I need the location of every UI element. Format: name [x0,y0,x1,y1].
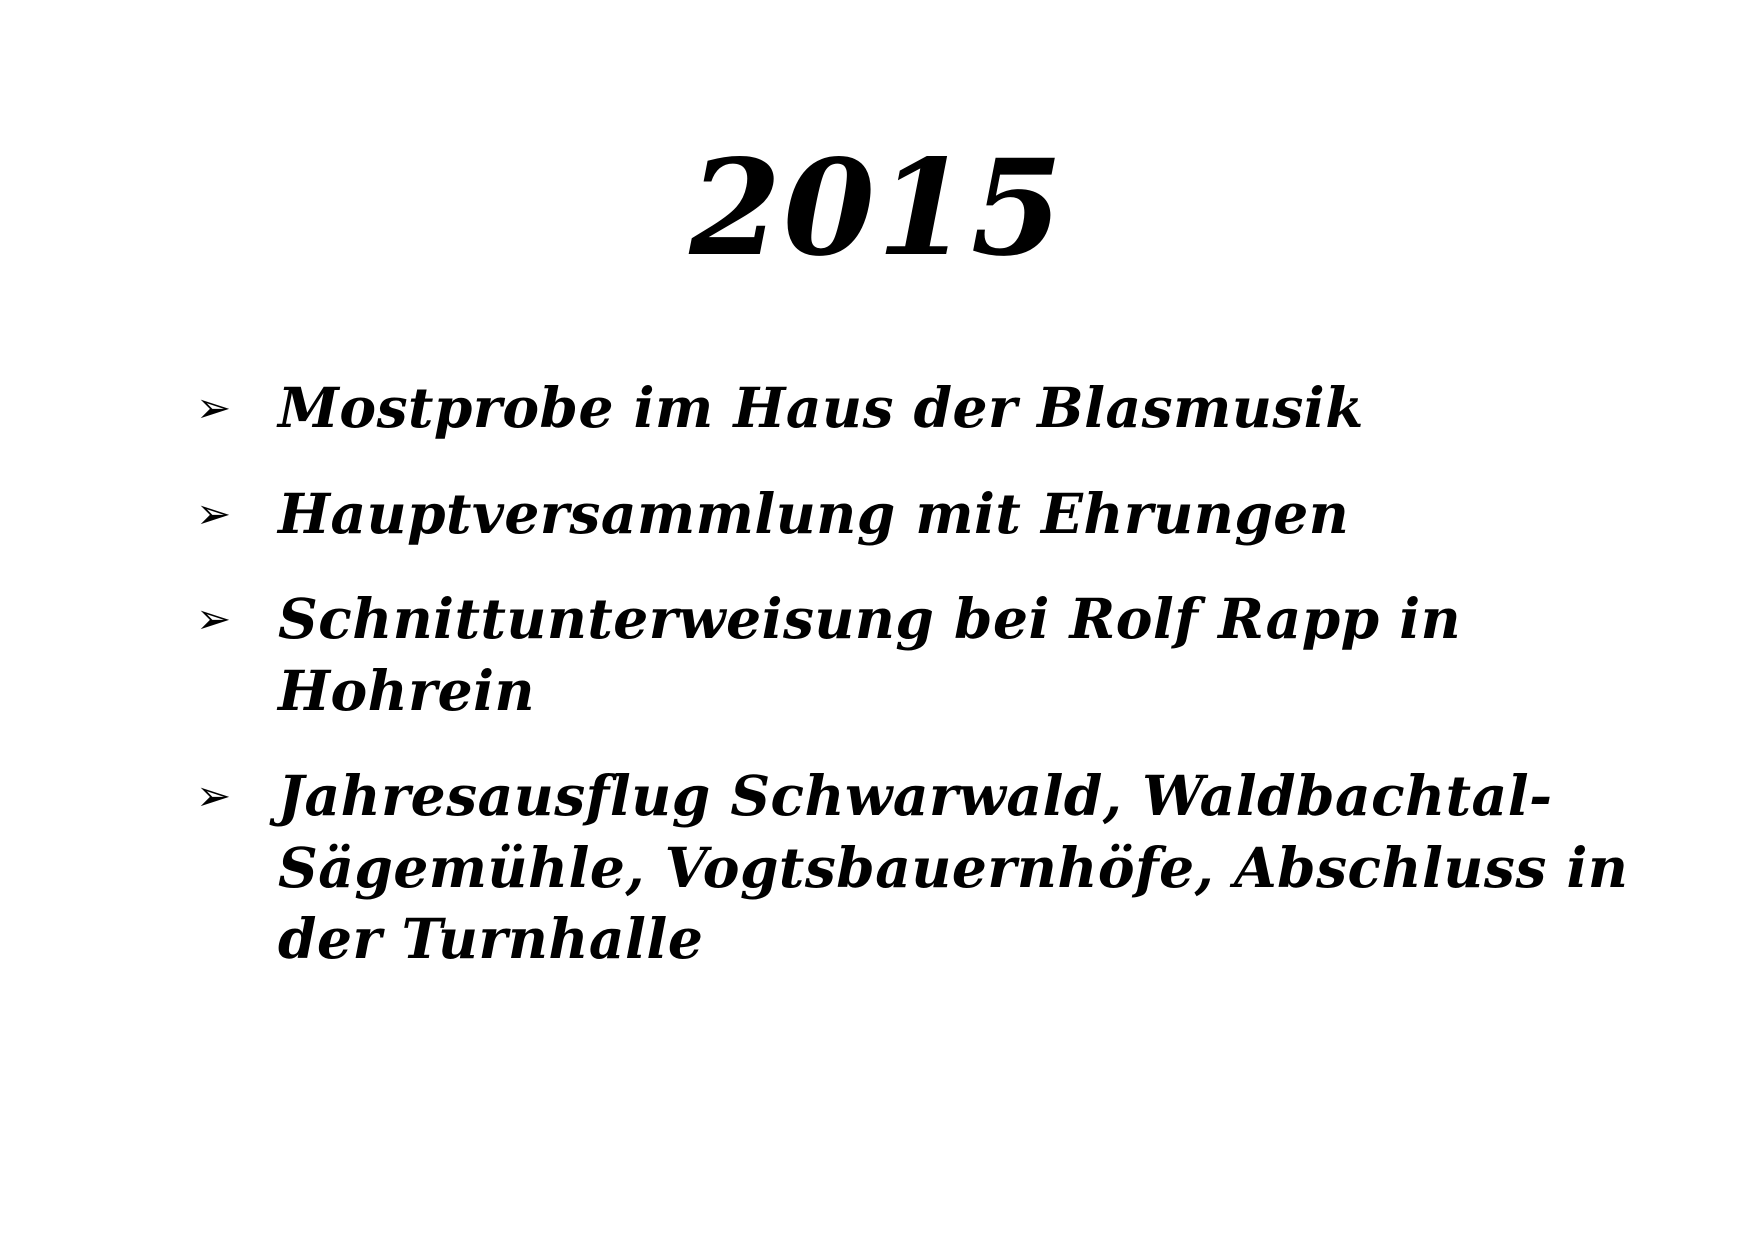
list-item [196,478,1636,550]
bullet-list [196,372,1636,1009]
arrow-bullet-icon: ➢ [196,383,232,432]
arrow-bullet-icon: ➢ [196,771,232,820]
arrow-bullet-icon: ➢ [196,594,232,643]
list-item-label: Schnittunterweisung bei Rolf Rapp in Hohrein [278,586,1462,723]
list-item [196,583,1636,726]
list-item-label: Hauptversammlung mit Ehrungen [278,480,1350,546]
list-item [196,760,1636,975]
list-item-label: Jahresausflug Schwarwald, Waldbachtal-Sägemühle, Vogtsbauernhöfe, Abschluss in der Turnhalle [278,763,1629,971]
list-item [196,372,1636,444]
page-title: 2015 [689,131,1065,286]
list-item-label: Mostprobe im Haus der Blasmusik [278,375,1364,440]
arrow-bullet-icon: ➢ [196,488,232,538]
